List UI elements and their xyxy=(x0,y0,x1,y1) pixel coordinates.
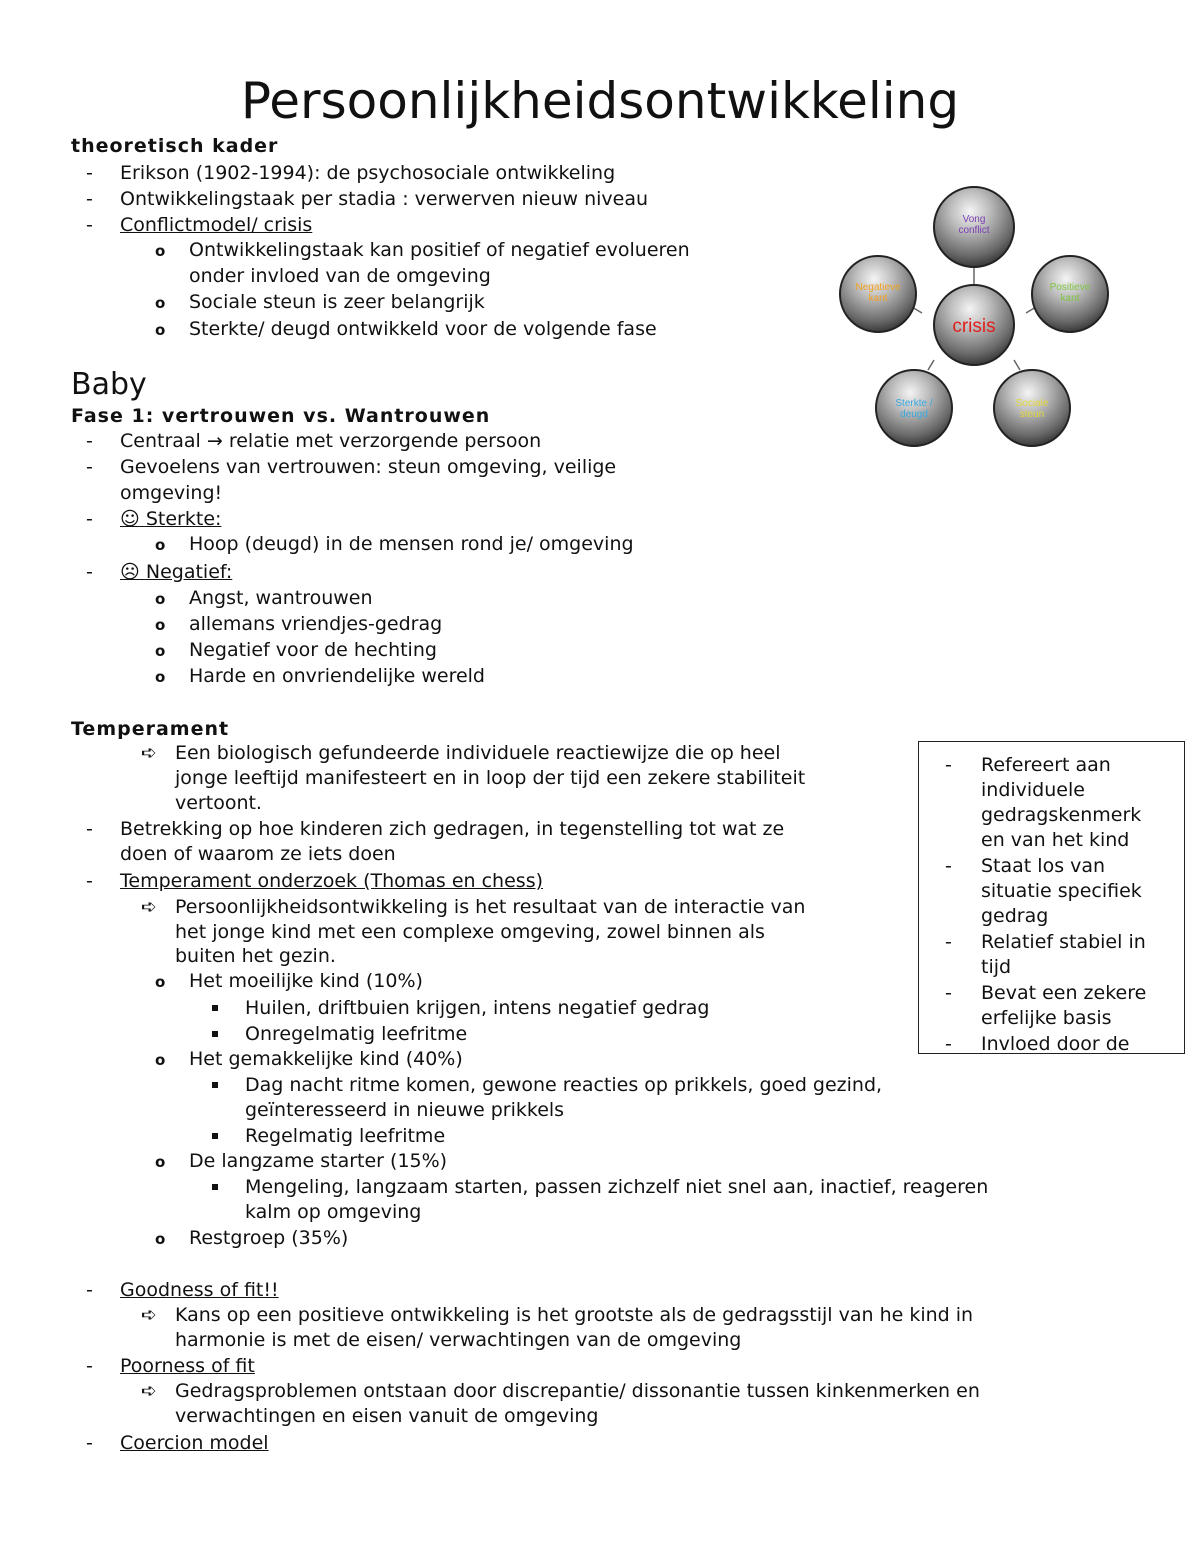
sidebox-line: situatie specifiek xyxy=(981,880,1142,902)
theory-sub-1: Ontwikkelingstaak kan positief of negatief evolueren xyxy=(189,239,690,261)
sidebox-line: tijd xyxy=(981,956,1012,978)
sidebox-line: Bevat een zekere xyxy=(981,982,1147,1004)
dash-bullet: - xyxy=(945,982,952,1004)
study-arrow-1: Persoonlijkheidsontwikkeling is het resultaat van de interactie van xyxy=(175,896,806,918)
section-heading-baby: Baby xyxy=(71,367,147,402)
dash-bullet: - xyxy=(86,188,93,210)
dash-bullet: - xyxy=(86,456,93,478)
node-strength-label-1: Sterkte / xyxy=(895,398,933,409)
study-arrow-2: het jonge kind met een complexe omgeving, zowel binnen als xyxy=(175,921,765,943)
difficult-sub-2: Onregelmatig leefritme xyxy=(245,1023,468,1045)
dash-bullet: - xyxy=(86,561,93,583)
theory-sub-2: Sociale steun is zeer belangrijk xyxy=(189,291,485,313)
arrow-bullet-icon: ➪ xyxy=(141,1304,157,1326)
difficult-sub-1: Huilen, driftbuien krijgen, intens negatief gedrag xyxy=(245,997,710,1019)
baby-item-1-pre: Centraal xyxy=(120,430,201,452)
right-arrow-icon: → xyxy=(206,430,223,452)
temperament-def-3: vertoont. xyxy=(175,792,262,814)
coercion-model: Coercion model xyxy=(120,1432,269,1454)
square-bullet xyxy=(212,1133,218,1139)
dash-bullet: - xyxy=(86,1279,93,1301)
square-bullet xyxy=(212,1082,218,1088)
slow-starter: De langzame starter (15%) xyxy=(189,1150,448,1172)
sidebox-line: individuele xyxy=(981,779,1085,801)
baby-item-1 xyxy=(120,429,541,455)
circle-bullet: o xyxy=(155,536,166,554)
dash-bullet: - xyxy=(86,214,93,236)
page-title: Persoonlijkheidsontwikkeling xyxy=(240,72,960,130)
node-negative-label-1: Negatieve xyxy=(855,282,901,293)
dash-bullet: - xyxy=(86,162,93,184)
slow-sub-1b: kalm op omgeving xyxy=(245,1201,422,1223)
temperament-def-1: Een biologisch gefundeerde individuele reactiewijze die op heel xyxy=(175,742,781,764)
node-conflict-label-1: Vong xyxy=(962,214,986,225)
diagram-node-negative xyxy=(840,256,916,332)
smiley-icon: ☺ xyxy=(120,508,140,530)
square-bullet xyxy=(212,1184,218,1190)
circle-bullet: o xyxy=(155,321,166,339)
diagram-node-social xyxy=(994,370,1070,446)
negative-label: Negatief: xyxy=(145,561,233,583)
easy-child: Het gemakkelijke kind (40%) xyxy=(189,1048,463,1070)
diagram-node-conflict xyxy=(934,187,1014,267)
strength-sub: Hoop (deugd) in de mensen rond je/ omgeving xyxy=(189,533,634,555)
easy-sub-2: Regelmatig leefritme xyxy=(245,1125,446,1147)
dash-bullet: - xyxy=(86,508,93,530)
circle-bullet: o xyxy=(155,973,166,991)
dash-bullet: - xyxy=(945,931,952,953)
sidebox-line: Relatief stabiel in xyxy=(981,931,1146,953)
temperament-rel-2: doen of waarom ze iets doen xyxy=(120,843,396,865)
negative-sub-1: Angst, wantrouwen xyxy=(189,587,373,609)
arrow-bullet-icon: ➪ xyxy=(141,896,157,918)
frown-icon: ☹ xyxy=(120,561,140,583)
node-social-label-2: steun xyxy=(1019,409,1045,420)
theory-item-1: Erikson (1902-1994): de psychosociale ontwikkeling xyxy=(120,162,616,184)
square-bullet xyxy=(212,1031,218,1037)
dash-bullet: - xyxy=(86,1432,93,1454)
square-bullet xyxy=(212,1005,218,1011)
dash-bullet: - xyxy=(945,855,952,877)
node-conflict-label-2: conflict xyxy=(958,225,990,236)
negative-sub-4: Harde en onvriendelijke wereld xyxy=(189,665,485,687)
study-arrow-3: buiten het gezin. xyxy=(175,945,336,967)
dash-bullet: - xyxy=(86,870,93,892)
dash-bullet: - xyxy=(86,1355,93,1377)
sidebox-line: Invloed door de xyxy=(981,1033,1130,1054)
poorness-of-fit: Poorness of fit xyxy=(120,1355,255,1377)
arrow-bullet-icon: ➪ xyxy=(141,742,157,764)
theory-sub-3: Sterkte/ deugd ontwikkeld voor de volgende fase xyxy=(189,318,657,340)
node-social-label-1: Sociale xyxy=(1015,398,1049,409)
dash-bullet: - xyxy=(945,754,952,776)
negative-heading xyxy=(120,560,232,586)
circle-bullet: o xyxy=(155,294,166,312)
sidebox-line: erfelijke basis xyxy=(981,1007,1112,1029)
circle-bullet: o xyxy=(155,590,166,608)
temperament-def-2: jonge leeftijd manifesteert en in loop der tijd een zekere stabiliteit xyxy=(175,767,806,789)
dash-bullet: - xyxy=(86,818,93,840)
sidebox-line: gedragskenmerk xyxy=(981,804,1142,826)
sidebox-line: gedrag xyxy=(981,905,1049,927)
dash-bullet: - xyxy=(945,1033,952,1054)
node-crisis-label: crisis xyxy=(952,316,996,337)
easy-sub-1b: geïnteresseerd in nieuwe prikkels xyxy=(245,1099,565,1121)
baby-item-2: Gevoelens van vertrouwen: steun omgeving, veilige xyxy=(120,456,617,478)
node-strength-label-2: deugd xyxy=(900,409,928,420)
good-sub-2: harmonie is met de eisen/ verwachtingen van de omgeving xyxy=(175,1329,742,1351)
theory-item-2: Ontwikkelingstaak per stadia : verwerven nieuw niveau xyxy=(120,188,649,210)
node-positive-label-1: Positieve xyxy=(1049,282,1091,293)
baby-item-1-post: relatie met verzorgende persoon xyxy=(228,430,542,452)
theory-item-3: Conflictmodel/ crisis xyxy=(120,214,313,236)
theory-sub-1b: onder invloed van de omgeving xyxy=(189,265,491,287)
negative-sub-2: allemans vriendjes-gedrag xyxy=(189,613,443,635)
phase-heading: Fase 1: vertrouwen vs. Wantrouwen xyxy=(71,405,491,427)
poor-sub-1: Gedragsproblemen ontstaan door discrepantie/ dissonantie tussen kinkenmerken en xyxy=(175,1380,980,1402)
temperament-rel-1: Betrekking op hoe kinderen zich gedragen, in tegenstelling tot wat ze xyxy=(120,818,785,840)
easy-sub-1: Dag nacht ritme komen, gewone reacties op prikkels, goed gezind, xyxy=(245,1074,883,1096)
negative-sub-3: Negatief voor de hechting xyxy=(189,639,437,661)
circle-bullet: o xyxy=(155,668,166,686)
diagram-node-positive xyxy=(1032,256,1108,332)
section-heading-theory: theoretisch kader xyxy=(71,135,279,157)
dash-bullet: - xyxy=(86,430,93,452)
temperament-sidebox xyxy=(918,741,1185,1054)
arrow-bullet-icon: ➪ xyxy=(141,1380,157,1402)
node-negative-label-2: kant xyxy=(868,293,888,304)
poor-sub-2: verwachtingen en eisen vanuit de omgeving xyxy=(175,1405,599,1427)
goodness-of-fit: Goodness of fit!! xyxy=(120,1279,279,1301)
circle-bullet: o xyxy=(155,1230,166,1248)
circle-bullet: o xyxy=(155,1153,166,1171)
baby-item-2b: omgeving! xyxy=(120,482,223,504)
section-heading-temperament: Temperament xyxy=(71,718,230,740)
circle-bullet: o xyxy=(155,616,166,634)
strength-heading xyxy=(120,507,221,533)
circle-bullet: o xyxy=(155,242,166,260)
temperament-study: Temperament onderzoek (Thomas en chess) xyxy=(120,870,544,892)
good-sub-1: Kans op een positieve ontwikkeling is het grootste als de gedragsstijl van he kind in xyxy=(175,1304,974,1326)
difficult-child: Het moeilijke kind (10%) xyxy=(189,970,423,992)
diagram-node-crisis xyxy=(934,285,1014,365)
diagram-node-strength xyxy=(876,370,952,446)
sidebox-line: Refereert aan xyxy=(981,754,1111,776)
slow-sub-1: Mengeling, langzaam starten, passen zichzelf niet snel aan, inactief, reageren xyxy=(245,1176,989,1198)
rest-group: Restgroep (35%) xyxy=(189,1227,349,1249)
circle-bullet: o xyxy=(155,1051,166,1069)
circle-bullet: o xyxy=(155,642,166,660)
crisis-diagram xyxy=(830,180,1120,455)
sidebox-line: Staat los van xyxy=(981,855,1106,877)
node-positive-label-2: kant xyxy=(1060,293,1080,304)
strength-label: Sterkte: xyxy=(145,508,222,530)
sidebox-line: en van het kind xyxy=(981,829,1130,851)
